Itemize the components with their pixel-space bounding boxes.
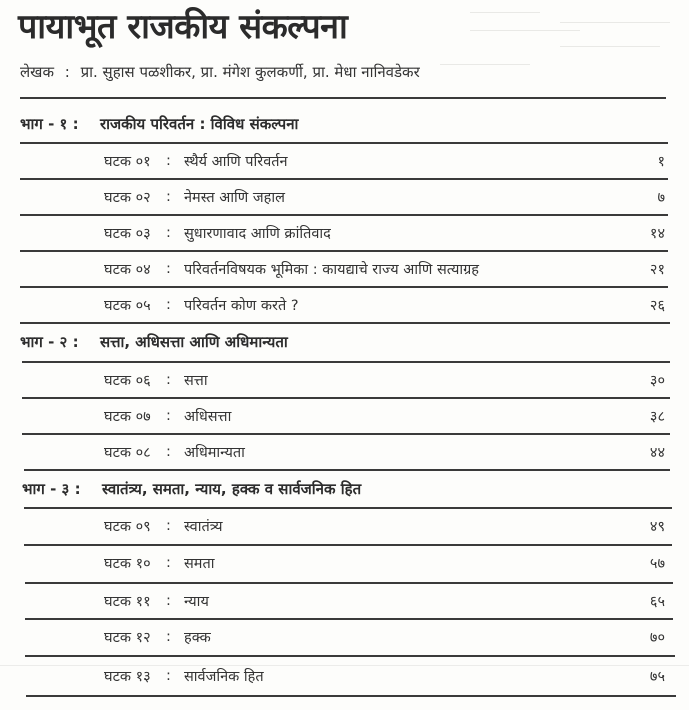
unit-colon: : (166, 555, 171, 571)
unit-number: घटक ०५ (104, 298, 151, 314)
unit-number: घटक ०९ (104, 519, 151, 535)
unit-number: घटक १३ (104, 669, 151, 685)
toc-entry-unit-04[interactable] (104, 251, 479, 287)
toc-entry-unit-07[interactable] (104, 398, 231, 434)
toc-entry-unit-06[interactable] (104, 362, 208, 398)
bleed-through-mark (440, 64, 530, 65)
unit-title: हक्क (184, 630, 211, 646)
unit-title: स्वातंत्र्य (184, 519, 223, 535)
part-title: स्वातंत्र्य, समता, न्याय, हक्क व सार्वजनिक हित (102, 480, 362, 498)
unit-title: परिवर्तन कोण करते ? (184, 298, 299, 314)
unit-colon: : (166, 261, 171, 277)
authors-label: लेखक (20, 63, 54, 81)
bleed-through-mark (560, 46, 660, 47)
page-title: पायाभूत राजकीय संकल्पना (18, 7, 348, 47)
unit-number: घटक ०२ (104, 190, 151, 206)
divider (25, 655, 675, 657)
unit-title: नेमस्त आणि जहाल (184, 190, 285, 206)
part-heading-2[interactable] (20, 324, 288, 360)
unit-title: स्थैर्य आणि परिवर्तन (184, 154, 288, 170)
authors-names: प्रा. सुहास पळशीकर, प्रा. मंगेश कुलकर्णी, प्रा. मेधा नानिवडेकर (80, 63, 420, 81)
unit-number: घटक १० (104, 556, 151, 572)
page-number: १ (657, 154, 665, 170)
unit-title: अधिसत्ता (184, 409, 232, 425)
page-number: ४९ (649, 519, 665, 535)
toc-entry-unit-03[interactable] (104, 215, 331, 251)
divider (20, 97, 666, 99)
unit-title: समता (184, 556, 215, 572)
part-number: भाग - १ : (20, 115, 79, 133)
authors-line (20, 62, 420, 82)
page-number: ७० (649, 630, 665, 646)
page-number: २६ (649, 298, 665, 314)
unit-title: परिवर्तनविषयक भूमिका : कायद्याचे राज्य आणि सत्याग्रह (184, 262, 479, 278)
unit-title: अधिमान्यता (184, 445, 245, 461)
unit-title: सुधारणावाद आणि क्रांतिवाद (184, 226, 331, 242)
part-heading-1[interactable] (20, 106, 298, 142)
unit-title: न्याय (184, 594, 209, 610)
part-title: सत्ता, अधिसत्ता आणि अधिमान्यता (100, 333, 288, 351)
unit-colon: : (166, 408, 171, 424)
toc-entry-unit-01[interactable] (104, 143, 288, 179)
bleed-through-mark (470, 12, 540, 13)
part-heading-3[interactable] (22, 471, 361, 507)
unit-colon: : (166, 372, 171, 388)
unit-colon: : (166, 297, 171, 313)
toc-entry-unit-02[interactable] (104, 179, 285, 215)
page-number: ४४ (649, 445, 665, 461)
page-number: ७ (657, 190, 665, 206)
page-number: ३० (649, 373, 665, 389)
unit-number: घटक ०४ (104, 262, 151, 278)
page-number: ७५ (649, 669, 665, 685)
toc-entry-unit-10[interactable] (104, 545, 215, 581)
part-number: भाग - २ : (20, 333, 79, 351)
unit-colon: : (166, 189, 171, 205)
unit-number: घटक ०७ (104, 409, 151, 425)
bleed-through-mark (470, 30, 580, 31)
unit-number: घटक ०८ (104, 445, 151, 461)
toc-entry-unit-08[interactable] (104, 434, 245, 470)
toc-entry-unit-09[interactable] (104, 508, 223, 544)
unit-title: सत्ता (184, 373, 208, 389)
unit-number: घटक ०६ (104, 373, 151, 389)
page-number: ३८ (649, 409, 665, 425)
unit-title: सार्वजनिक हित (184, 669, 264, 685)
page-number: ६५ (649, 594, 665, 610)
unit-colon: : (166, 518, 171, 534)
unit-colon: : (166, 153, 171, 169)
part-title: राजकीय परिवर्तन : विविध संकल्पना (100, 115, 299, 133)
bleed-through-mark (560, 22, 670, 23)
unit-number: घटक ११ (104, 594, 151, 610)
page-number: ५७ (649, 556, 665, 572)
unit-number: घटक ०१ (104, 154, 151, 170)
unit-number: घटक १२ (104, 630, 151, 646)
unit-number: घटक ०३ (104, 226, 151, 242)
toc-entry-unit-11[interactable] (104, 583, 209, 619)
unit-colon: : (166, 668, 171, 684)
divider (26, 695, 676, 697)
toc-entry-unit-12[interactable] (104, 619, 211, 655)
part-number: भाग - ३ : (22, 480, 81, 498)
unit-colon: : (166, 629, 171, 645)
unit-colon: : (166, 225, 171, 241)
authors-colon: : (64, 63, 70, 81)
page-number: १४ (649, 226, 665, 242)
unit-colon: : (166, 593, 171, 609)
page-number: २१ (649, 262, 665, 278)
unit-colon: : (166, 444, 171, 460)
toc-entry-unit-13[interactable] (104, 658, 264, 694)
toc-entry-unit-05[interactable] (104, 287, 299, 323)
